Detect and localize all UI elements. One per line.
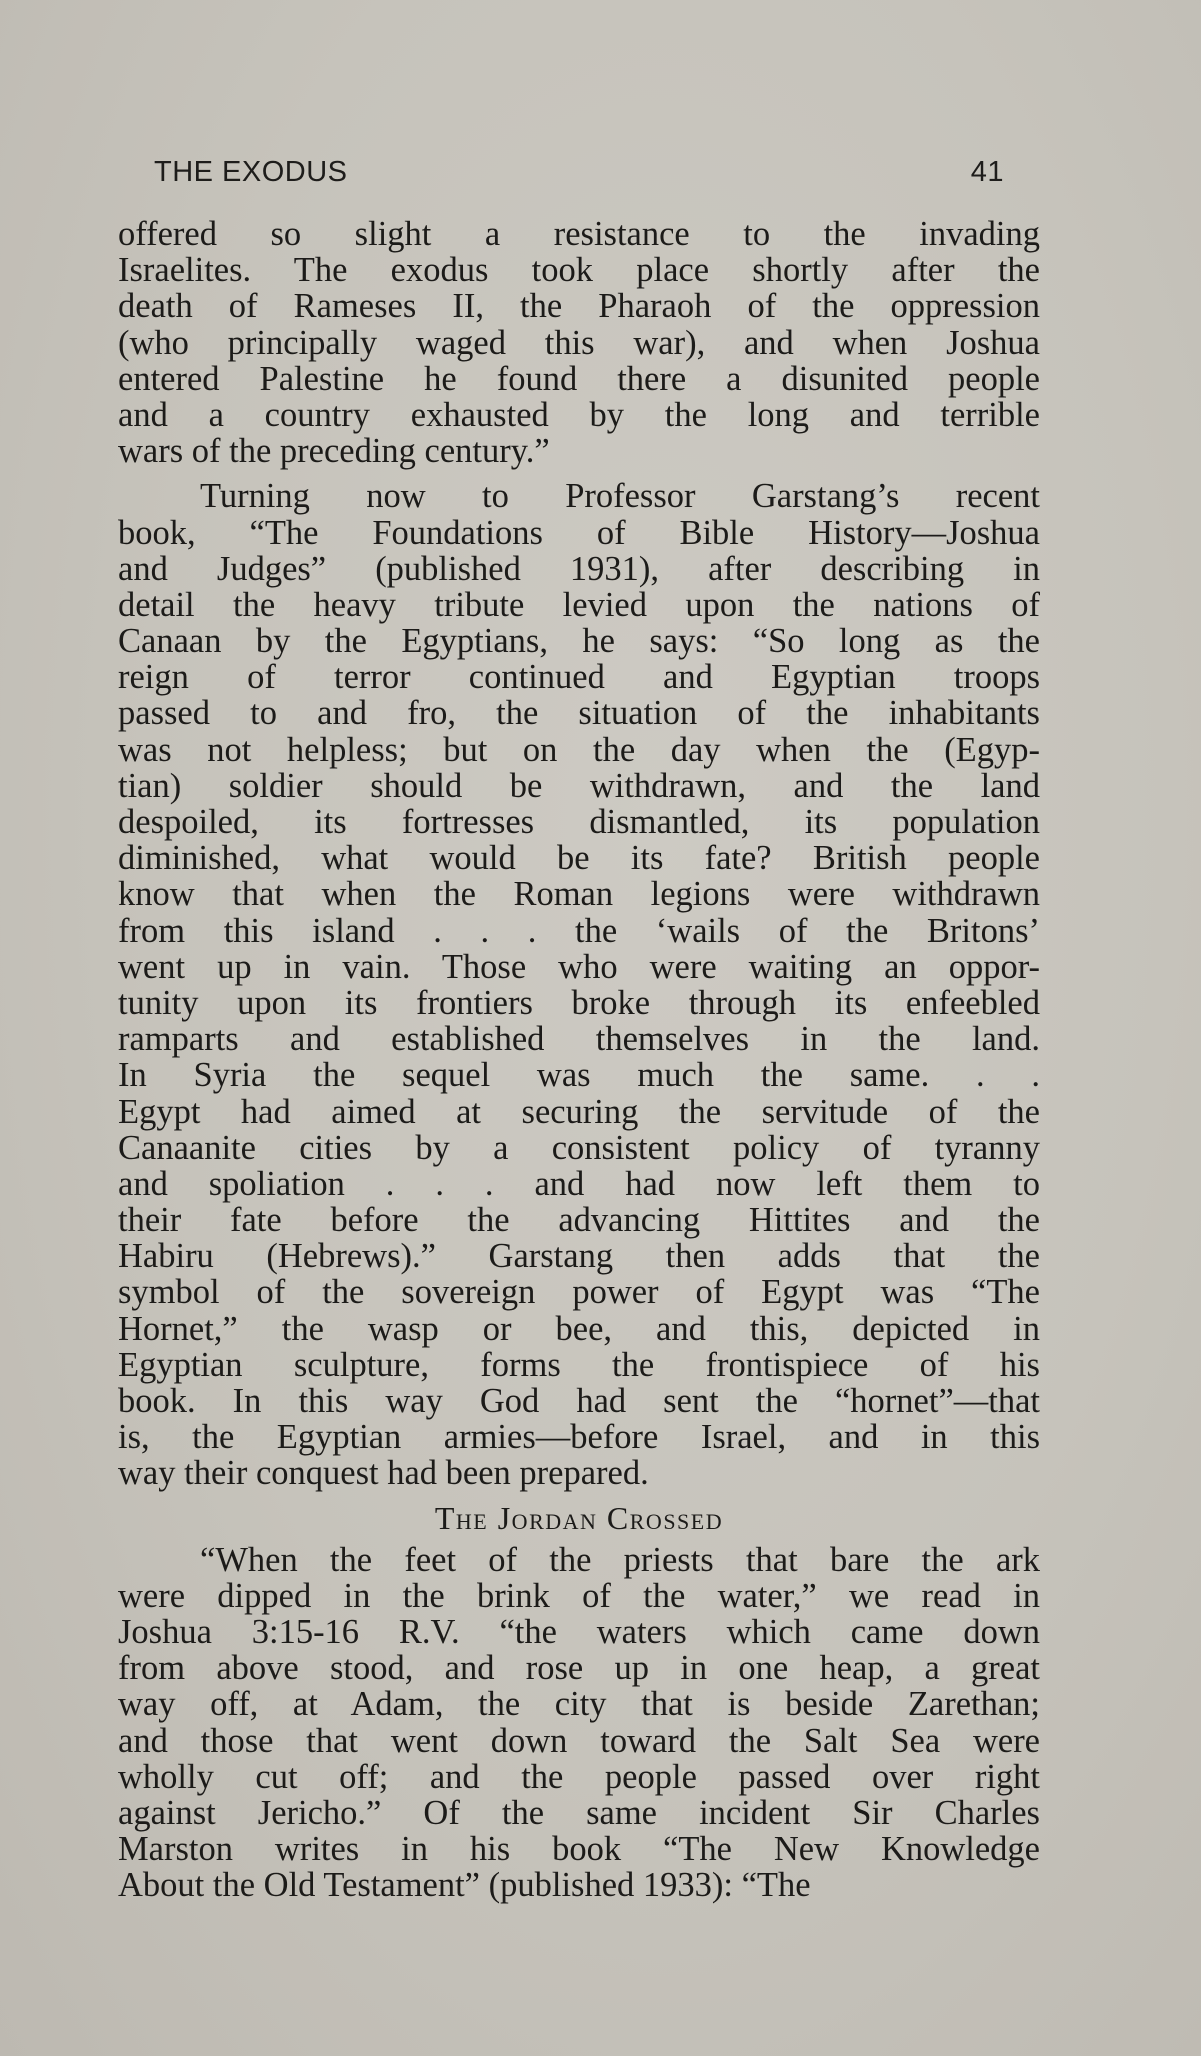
text-line: and Judges” (published 1931), after describing in	[118, 549, 1040, 588]
text-line: Canaan by the Egyptians, he says: “So long as the	[118, 622, 1040, 661]
text-line: About the Old Testament” (published 1933): “The	[118, 1866, 811, 1905]
text-line: offered so slight a resistance to the invading	[118, 215, 1040, 253]
text-line: reign of terror continued and Egyptian troops	[118, 658, 1040, 697]
paragraph	[118, 478, 1040, 1491]
paragraph	[118, 1542, 1040, 1904]
text-line: Joshua 3:15-16 R.V. “the waters which came down	[118, 1612, 1040, 1651]
text-line: is, the Egyptian armies—before Israel, and in this	[118, 1418, 1040, 1457]
running-head	[154, 156, 1004, 196]
text-line: entered Palestine he found there a disunited people	[118, 359, 1040, 398]
paragraph	[118, 216, 1040, 469]
text-line: Egypt had aimed at securing the servitude of the	[118, 1092, 1040, 1131]
text-line: from above stood, and rose up in one heap, a great	[118, 1649, 1040, 1688]
section-heading: The Jordan Crossed	[434, 1499, 724, 1536]
text-line: and those that went down toward the Salt Sea were	[118, 1721, 1040, 1760]
running-head-title: THE EXODUS	[154, 156, 348, 188]
text-line: wholly cut off; and the people passed over right	[118, 1757, 1040, 1796]
text-line: Marston writes in his book “The New Knowledge	[118, 1830, 1040, 1869]
text-line: (who principally waged this war), and when Joshua	[118, 323, 1040, 362]
text-line: against Jericho.” Of the same incident Sir Charles	[118, 1793, 1040, 1832]
text-line: Egyptian sculpture, forms the frontispiece of his	[118, 1345, 1040, 1384]
text-line: was not helpless; but on the day when the (Egyp-	[118, 730, 1040, 769]
text-line: In Syria the sequel was much the same. . .	[118, 1056, 1040, 1095]
text-line: way off, at Adam, the city that is beside Zarethan;	[118, 1685, 1040, 1724]
text-line: diminished, what would be its fate? British people	[118, 839, 1040, 878]
page-number: 41	[970, 156, 1004, 188]
text-line: know that when the Roman legions were withdrawn	[118, 875, 1040, 914]
text-line: tunity upon its frontiers broke through its enfeebled	[118, 983, 1040, 1022]
text-line: detail the heavy tribute levied upon the nations of	[118, 585, 1040, 624]
text-line: symbol of the sovereign power of Egypt was “The	[118, 1273, 1040, 1312]
text-line: ramparts and established themselves in the land.	[118, 1020, 1040, 1059]
text-line: Israelites. The exodus took place shortly after the	[118, 251, 1040, 290]
text-line: went up in vain. Those who were waiting an oppor-	[118, 947, 1040, 986]
text-line: book, “The Foundations of Bible History—Joshua	[118, 513, 1040, 552]
text-line: Hornet,” the wasp or bee, and this, depicted in	[118, 1309, 1040, 1348]
text-line: book. In this way God had sent the “hornet”—that	[118, 1382, 1040, 1420]
text-line: their fate before the advancing Hittites and the	[118, 1201, 1040, 1240]
text-line: despoiled, its fortresses dismantled, its population	[118, 803, 1040, 841]
body-text	[118, 216, 1040, 1903]
text-line: Habiru (Hebrews).” Garstang then adds that the	[118, 1237, 1040, 1276]
text-line: Canaanite cities by a consistent policy of tyranny	[118, 1128, 1040, 1167]
text-line: “When the feet of the priests that bare the ark	[200, 1540, 1040, 1579]
text-line: and a country exhausted by the long and terrible	[118, 395, 1040, 434]
text-line: way their conquest had been prepared.	[118, 1454, 649, 1493]
text-line: Turning now to Professor Garstang’s recent	[200, 477, 1040, 516]
text-line: were dipped in the brink of the water,” we read in	[118, 1576, 1040, 1615]
text-line: tian) soldier should be withdrawn, and the land	[118, 766, 1040, 805]
text-line: passed to and fro, the situation of the inhabitants	[118, 694, 1040, 733]
text-line: death of Rameses II, the Pharaoh of the oppression	[118, 287, 1040, 326]
text-line: and spoliation . . . and had now left them to	[118, 1164, 1040, 1203]
text-line: wars of the preceding century.”	[118, 432, 550, 471]
text-line: from this island . . . the ‘wails of the Britons’	[118, 911, 1040, 950]
